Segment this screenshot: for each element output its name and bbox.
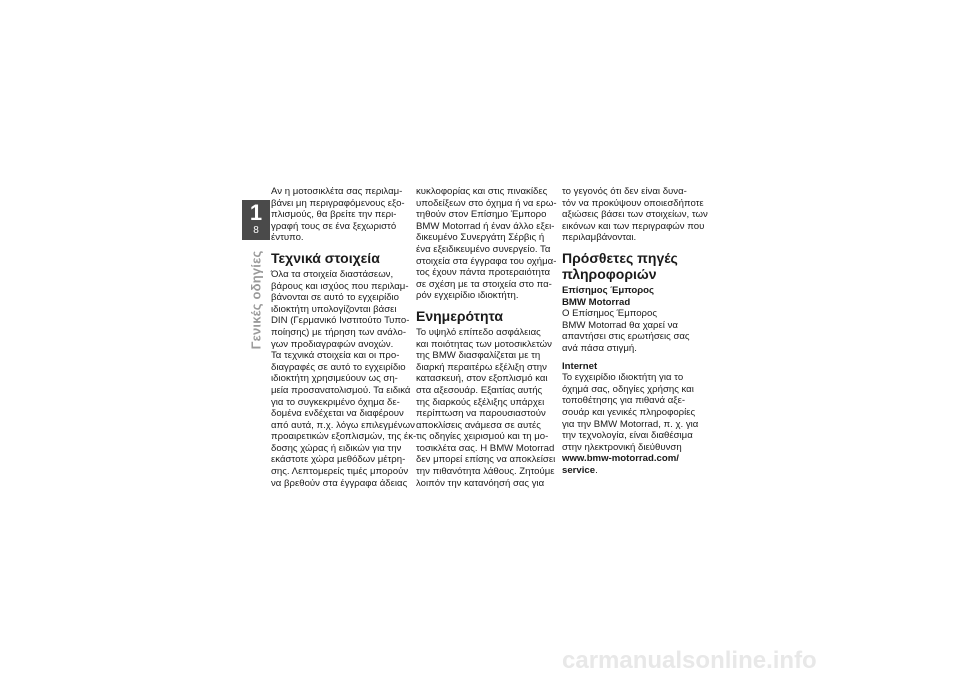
currency-paragraph <box>416 327 556 489</box>
text-line: πλισμούς, θα βρείτε την περι- <box>271 209 397 221</box>
text-line: να βρεθούν στα έγγραφα άδειας <box>271 477 408 489</box>
text-line: διαγραφές σε αυτό το εγχειρίδιο <box>271 361 406 373</box>
text-column-2 <box>416 186 556 489</box>
text-line: τόν να προκύψουν οποιεσδήποτε <box>562 197 704 209</box>
currency-paragraph-continued <box>562 186 708 244</box>
text-line: όχημά σας, οδηγίες χρήσης και <box>562 383 694 395</box>
text-line: περιλαμβάνονται. <box>562 232 637 244</box>
text-line: τοποθέτησης για πιθανά αξε- <box>562 395 686 407</box>
text-line: το γεγονός ότι δεν είναι δυνα- <box>562 186 687 197</box>
text-line: σης. Λεπτομερείς τιμές μπορούν <box>271 466 409 478</box>
subheading-dealer: BMW Motorrad <box>562 296 631 308</box>
text-line: υποδείξεων στο όχημα ή να ερω- <box>416 197 557 209</box>
text-line: έντυπο. <box>271 232 304 244</box>
text-line: γων προδιαγραφών ανοχών. <box>271 338 394 350</box>
text-line: της BMW διασφαλίζεται με τη <box>416 350 541 362</box>
text-line: DIN (Γερμανικό Ινστιτούτο Τυπο- <box>271 315 410 327</box>
text-line: ρόν εγχειρίδιο ιδιοκτήτη. <box>416 290 519 302</box>
text-line: διαρκή περαιτέρω εξέλιξη στην <box>416 361 547 373</box>
page-number: 8 <box>253 225 259 236</box>
text-line: Αν η μοτοσικλέτα σας περιλαμ- <box>271 186 403 197</box>
text-line: και ποιότητας των μοτοσικλετών <box>416 338 552 350</box>
text-line: στην ηλεκτρονική διεύθυνση <box>562 441 682 453</box>
text-line: εκάστοτε χώρα μεθόδων μέτρη- <box>271 454 406 466</box>
chapter-number: 1 <box>249 200 263 225</box>
text-line: απαντήσει στις ερωτήσεις σας <box>562 331 690 343</box>
text-line: εικόνων και των περιγραφών που <box>562 220 705 232</box>
service-url-end[interactable]: service <box>562 464 596 476</box>
text-line: περίπτωση να παρουσιαστούν <box>416 408 546 420</box>
text-line: βάρους και ισχύος που περιλαμ- <box>271 280 409 292</box>
text-line: Όλα τα στοιχεία διαστάσεων, <box>271 268 394 280</box>
text-line: της διαρκούς εξέλιξης υπάρχει <box>416 396 545 408</box>
text-line: Τα τεχνικά στοιχεία και οι προ- <box>271 350 400 362</box>
text-line: ιδιοκτήτη υπολογίζονται βάσει <box>271 303 397 315</box>
watermark: carmanualsonline.info <box>562 647 817 674</box>
text-line: αποκλίσεις ανάμεσα σε αυτές <box>416 419 541 431</box>
text-line: για την BMW Motorrad, π. χ. για <box>562 418 699 430</box>
heading-line: Πρόσθετες πηγές <box>562 249 678 266</box>
text-line: λοιπόν την κατανόησή σας για <box>416 477 545 489</box>
subheading-internet: Internet <box>562 360 598 372</box>
text-line: αξιώσεις βάσει των στοιχείων, των <box>562 209 708 221</box>
internet-paragraph <box>562 372 702 476</box>
text-line: για το συγκεκριμένο όχημα δε- <box>271 396 400 408</box>
text-line: στα αξεσουάρ. Εξαιτίας αυτής <box>416 384 543 396</box>
technical-data-paragraph-continued <box>416 186 556 302</box>
chapter-title-vertical: Γενικές οδηγίες <box>248 250 264 350</box>
text-line: από αυτά, π.χ. λόγω επιλεγμένων <box>271 419 415 431</box>
section-heading-technical-data: Τεχνικά στοιχεία <box>271 249 380 266</box>
text-line: σε σχέση με τα στοιχεία στο πα- <box>416 278 552 290</box>
service-url-line <box>562 465 702 477</box>
text-line: Το εγχειρίδιο ιδιοκτήτη για το <box>562 372 684 384</box>
text-line: δικευμένο Συνεργάτη Σέρβις ή <box>416 232 545 244</box>
subheading-dealer: Επίσημος Έμπορος <box>562 284 654 296</box>
text-column-3 <box>562 186 708 476</box>
period: . <box>595 464 598 476</box>
dealer-paragraph <box>562 308 702 354</box>
text-line: τις οδηγίες χειρισμού και τη μο- <box>416 431 549 443</box>
text-line: Ο Επίσημος Έμπορος <box>562 308 657 320</box>
text-line: γραφή τους σε ένα ξεχωριστό <box>271 220 397 232</box>
text-line: κατασκευή, στον εξοπλισμό και <box>416 373 548 385</box>
text-line: κυκλοφορίας και στις πινακίδες <box>416 186 548 197</box>
text-line: δεν μπορεί επίσης να αποκλείσει <box>416 454 556 466</box>
text-line: ιδιοκτήτη χρησιμεύουν ως ση- <box>271 373 398 385</box>
text-line: τοσικλέτα σας. Η BMW Motorrad <box>416 442 555 454</box>
text-line: ένα εξειδικευμένο συνεργείο. Τα <box>416 243 551 255</box>
chapter-tab <box>242 200 270 240</box>
service-url[interactable]: www.bmw-motorrad.com/ <box>562 453 679 465</box>
text-line: την τεχνολογία, είναι διαθέσιμα <box>562 430 693 442</box>
text-line: σουάρ και γενικές πληροφορίες <box>562 406 696 418</box>
text-line: BMW Motorrad θα χαρεί να <box>562 319 678 331</box>
heading-line: πληροφοριών <box>562 265 657 282</box>
text-line: ποίησης) με τήρηση των ανάλο- <box>271 326 407 338</box>
text-line: μεία προσανατολισμού. Τα ειδικά <box>271 384 411 396</box>
text-line: δοσης χώρας ή ειδικών για την <box>271 442 402 454</box>
text-line: τηθούν στον Επίσημο Έμπορο <box>416 209 547 221</box>
text-line: τος έχουν πάντα προτεραιότητα <box>416 267 551 279</box>
section-heading-additional-sources <box>562 250 702 282</box>
text-line: ανά πάσα στιγμή. <box>562 342 637 354</box>
text-line: δομένα ενδέχεται να διαφέρουν <box>271 408 404 420</box>
section-heading-currency: Ενημερότητα <box>416 307 503 324</box>
text-line: την πιθανότητα λάθους. Ζητούμε <box>416 466 555 478</box>
text-column-1 <box>271 186 417 489</box>
text-line: βάνει μη περιγραφόμενους εξο- <box>271 197 405 209</box>
text-line: στοιχεία στα έγγραφα του οχήμα- <box>416 255 557 267</box>
text-line: βάνονται σε αυτό το εγχειρίδιο <box>271 292 400 304</box>
intro-paragraph <box>271 186 411 244</box>
text-line: Το υψηλό επίπεδο ασφάλειας <box>416 326 541 338</box>
text-line: BMW Motorrad ή έναν άλλο εξει- <box>416 220 555 232</box>
text-line: προαιρετικών εξοπλισμών, της έκ- <box>271 431 417 443</box>
technical-data-paragraph <box>271 268 417 489</box>
